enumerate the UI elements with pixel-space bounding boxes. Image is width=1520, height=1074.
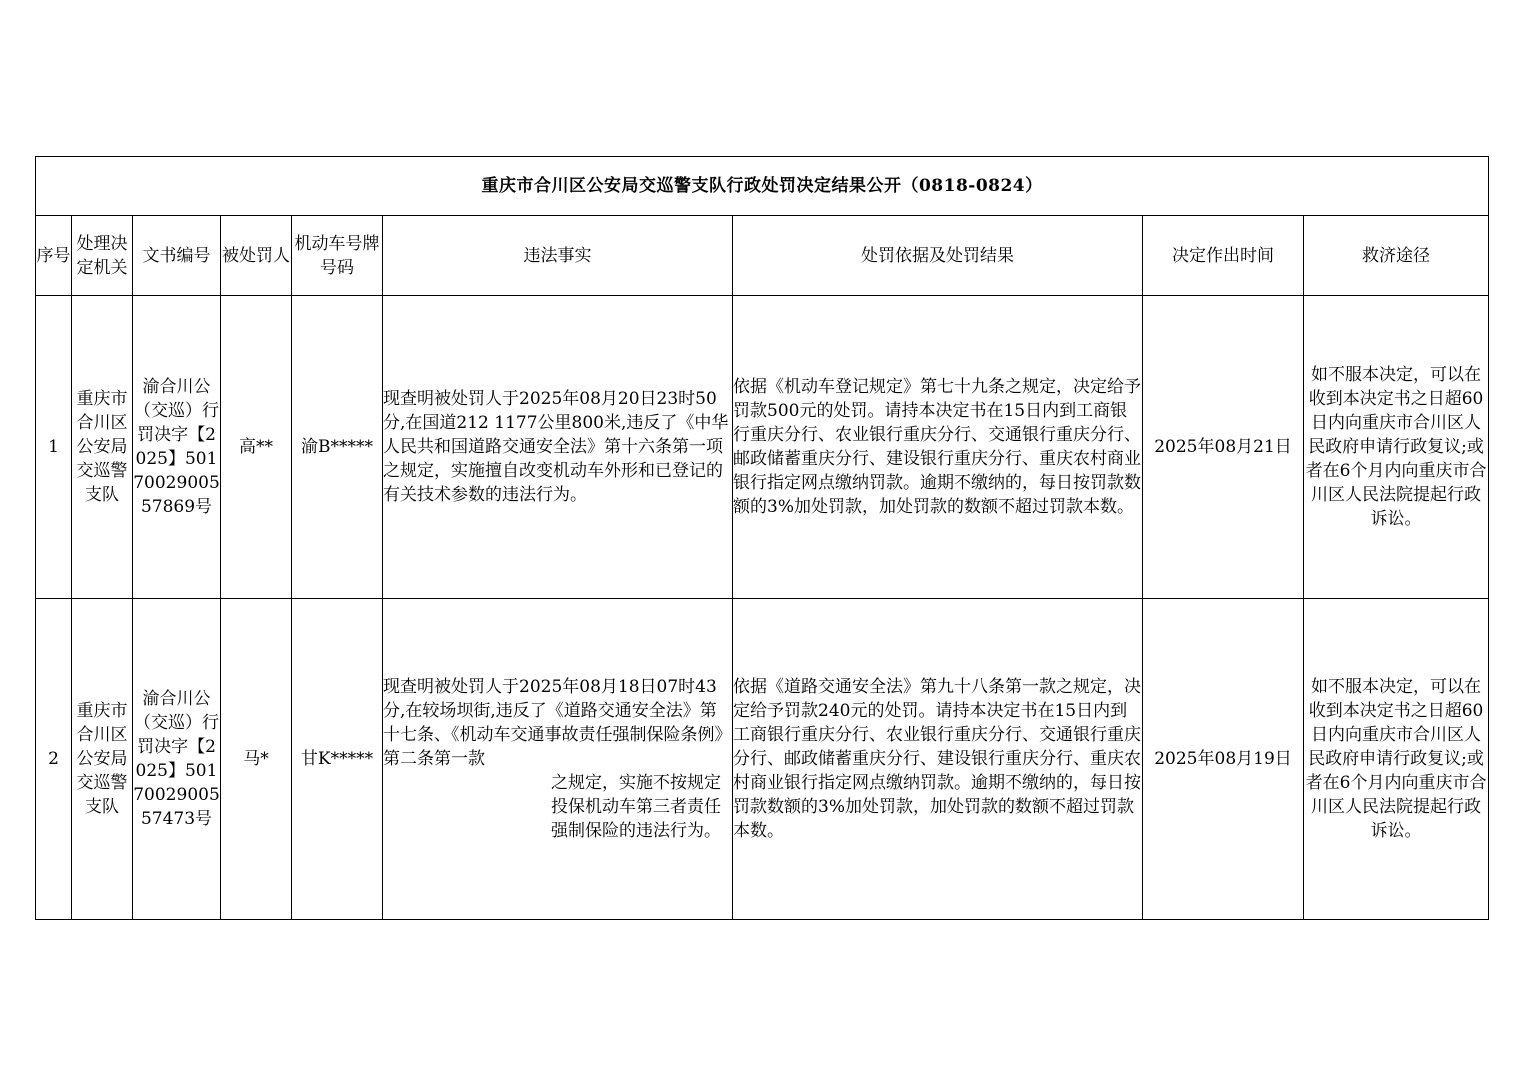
row-facts-part-b: 之规定，实施不按规定投保机动车第三者责任强制保险的违法行为。 [551, 773, 721, 841]
table-header-row [36, 216, 1489, 296]
row-person: 高** [221, 296, 292, 599]
header-seq: 序号 [36, 216, 72, 296]
row-person: 马* [221, 599, 292, 920]
row-agency: 重庆市合川区公安局交巡警支队 [72, 599, 133, 920]
row-agency: 重庆市合川区公安局交巡警支队 [72, 296, 133, 599]
header-remedy: 救济途径 [1304, 216, 1489, 296]
row-doc-no: 渝合川公（交巡）行罚决字【2025】5017002900557869号 [133, 296, 221, 599]
row-seq: 2 [36, 599, 72, 920]
row-facts [383, 599, 733, 920]
row-remedy: 如不服本决定，可以在收到本决定书之日超60日内向重庆市合川区人民政府申请行政复议;或者在6个月内向重庆市合川区人民法院提起行政诉讼。 [1304, 599, 1489, 920]
row-doc-no: 渝合川公（交巡）行罚决字【2025】5017002900557473号 [133, 599, 221, 920]
table-row [36, 296, 1489, 599]
header-basis: 处罚依据及处罚结果 [733, 216, 1143, 296]
header-person: 被处罚人 [221, 216, 292, 296]
header-plate: 机动车号牌号码 [292, 216, 383, 296]
header-facts: 违法事实 [383, 216, 733, 296]
table-row [36, 599, 1489, 920]
page-title: 重庆市合川区公安局交巡警支队行政处罚决定结果公开（0818-0824） [36, 157, 1489, 216]
row-plate: 甘K***** [292, 599, 383, 920]
row-plate: 渝B***** [292, 296, 383, 599]
row-date: 2025年08月19日 [1143, 599, 1304, 920]
row-basis: 依据《机动车登记规定》第七十九条之规定，决定给予罚款500元的处罚。请持本决定书在15日内到工商银行重庆分行、农业银行重庆分行、交通银行重庆分行、邮政储蓄重庆分行、建设银行重庆分行、重庆农村商业银行指定网点缴纳罚款。逾期不缴纳的，每日按罚款数额的3%加处罚款，加处罚款的数额不超过罚款本数。 [733, 296, 1143, 599]
penalty-disclosure-table [35, 156, 1489, 920]
header-agency: 处理决定机关 [72, 216, 133, 296]
row-seq: 1 [36, 296, 72, 599]
row-facts-part-a: 现查明被处罚人于2025年08月18日07时43分,在较场坝街,违反了《道路交通安全法》第十七条、《机动车交通事故责任强制保险条例》第二条第一款 [383, 677, 732, 769]
header-date: 决定作出时间 [1143, 216, 1304, 296]
row-date: 2025年08月21日 [1143, 296, 1304, 599]
row-basis: 依据《道路交通安全法》第九十八条第一款之规定，决定给予罚款240元的处罚。请持本决定书在15日内到工商银行重庆分行、农业银行重庆分行、交通银行重庆分行、邮政储蓄重庆分行、建设银行重庆分行、重庆农村商业银行指定网点缴纳罚款。逾期不缴纳的，每日按罚款数额的3%加处罚款，加处罚款的数额不超过罚款本数。 [733, 599, 1143, 920]
row-facts: 现查明被处罚人于2025年08月20日23时50分,在国道212 1177公里800米,违反了《中华人民共和国道路交通安全法》第十六条第一项之规定，实施擅自改变机动车外形和已登记的有关技术参数的违法行为。 [383, 296, 733, 599]
header-doc-no: 文书编号 [133, 216, 221, 296]
row-remedy: 如不服本决定，可以在收到本决定书之日超60日内向重庆市合川区人民政府申请行政复议;或者在6个月内向重庆市合川区人民法院提起行政诉讼。 [1304, 296, 1489, 599]
